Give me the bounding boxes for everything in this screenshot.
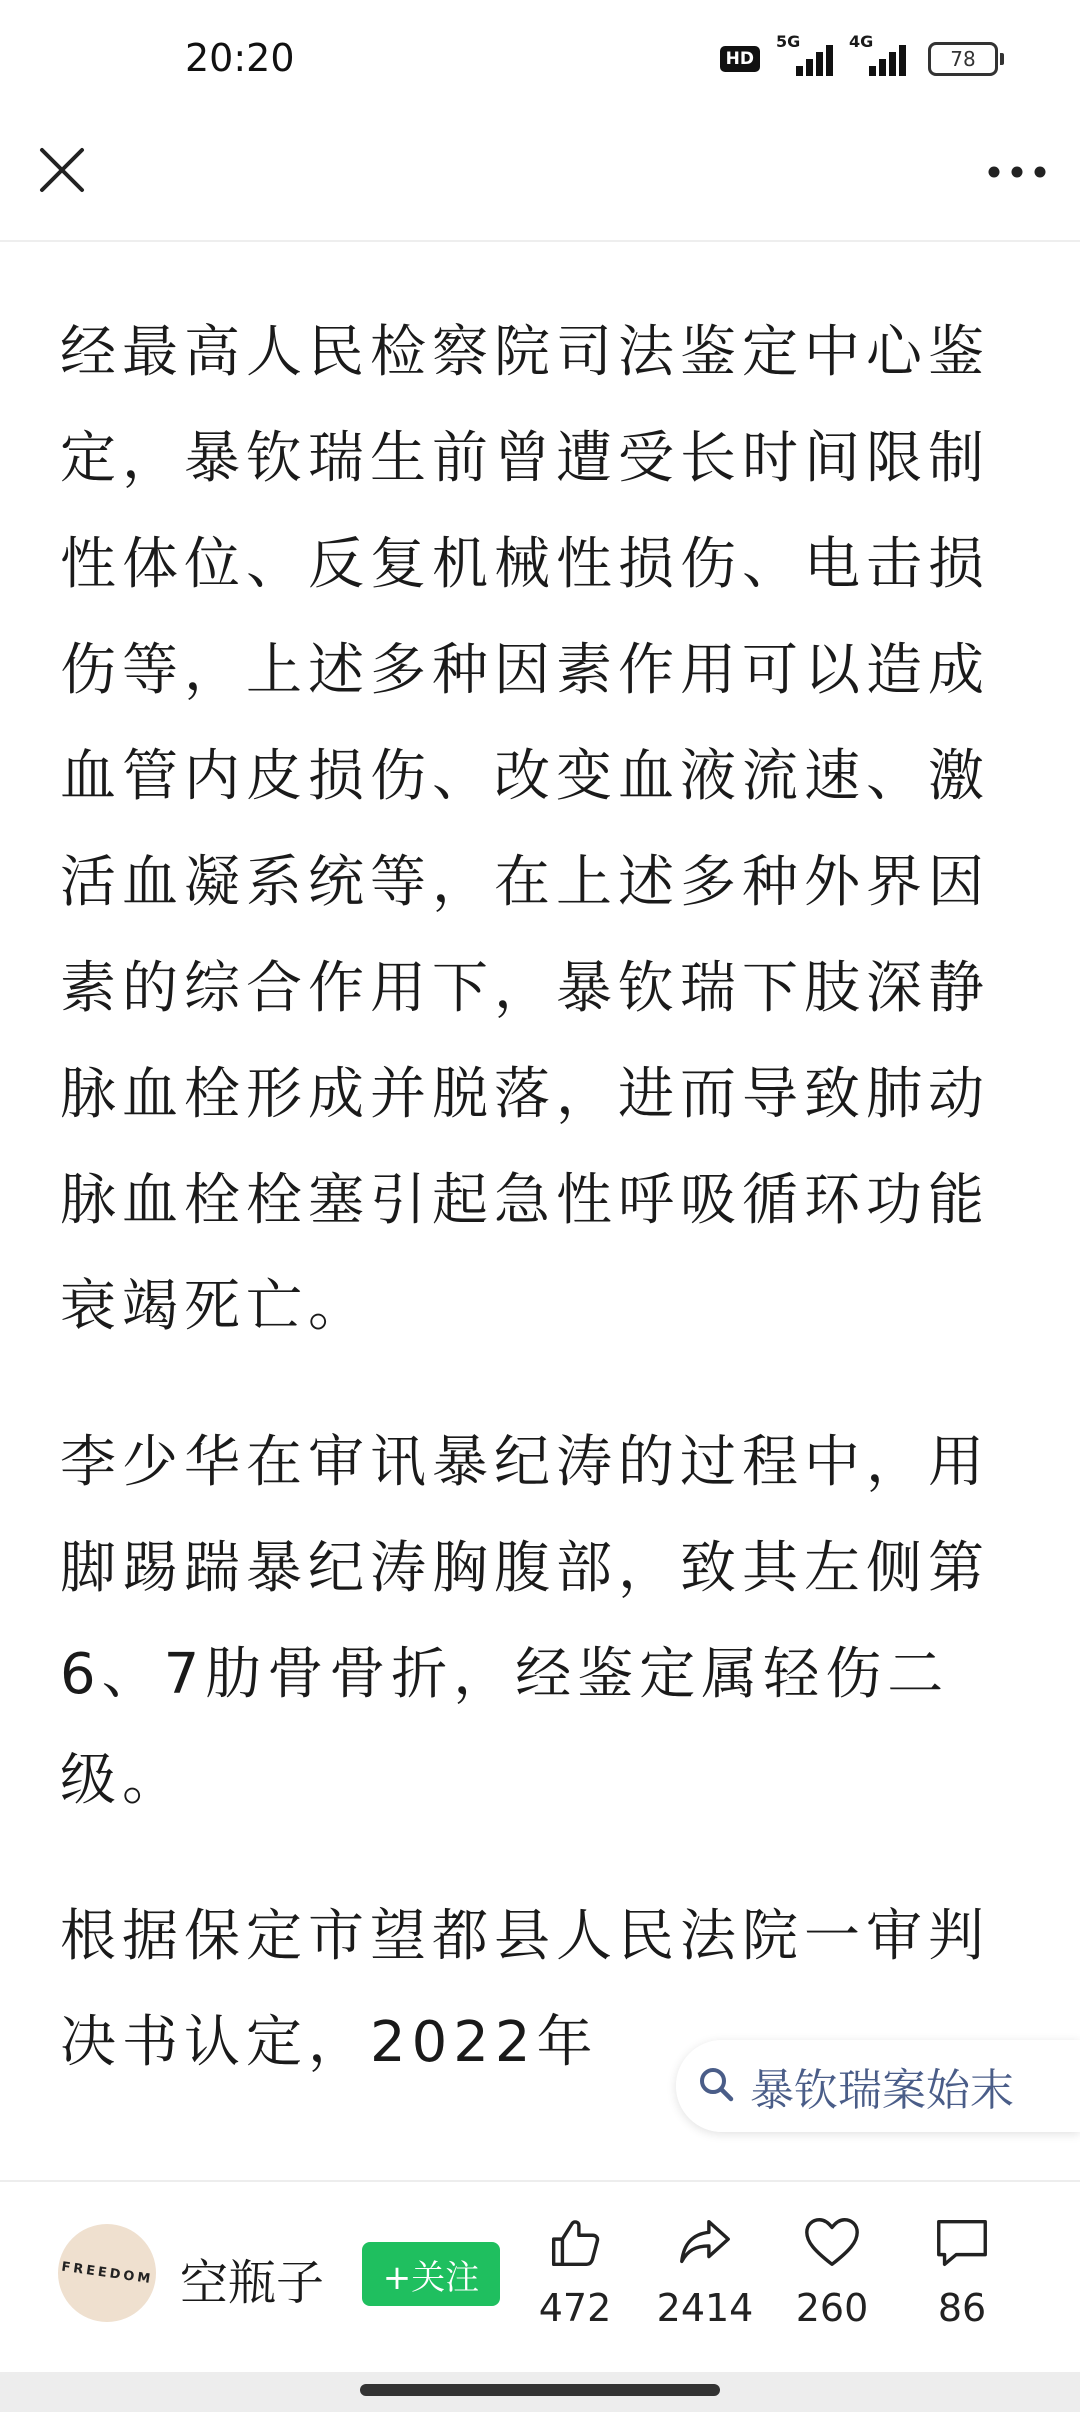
gesture-bar [0, 2372, 1080, 2412]
article-body [60, 300, 1020, 2146]
signal-4g-icon: 4G [855, 42, 906, 76]
comment-icon [931, 2212, 993, 2278]
share-button[interactable] [645, 2212, 765, 2330]
status-bar [0, 0, 1080, 122]
favorite-count: 260 [795, 2286, 869, 2330]
comment-count: 86 [937, 2286, 987, 2330]
heart-icon [801, 2212, 863, 2278]
signal-5g-icon: 5G [782, 42, 833, 76]
follow-button[interactable]: +关注 [362, 2242, 500, 2306]
share-icon [674, 2212, 736, 2278]
author-avatar[interactable] [58, 2224, 156, 2322]
comment-button[interactable] [902, 2212, 1022, 2330]
top-nav [0, 122, 1080, 242]
bottom-action-bar [0, 2180, 1080, 2374]
status-icons [720, 32, 1004, 76]
close-icon[interactable] [34, 142, 90, 198]
like-count: 472 [538, 2286, 612, 2330]
share-count: 2414 [656, 2286, 754, 2330]
battery-icon [928, 42, 1004, 76]
search-icon [696, 2064, 736, 2108]
hd-icon: HD [720, 46, 760, 72]
article-paragraph: 李少华在审讯暴纪涛的过程中，用脚踢踹暴纪涛胸腹部，致其左侧第 6、7肋骨骨折，经鉴定属轻伤二级。 [60, 1430, 990, 1813]
more-icon[interactable] [982, 152, 1052, 192]
favorite-button[interactable] [772, 2212, 892, 2330]
status-time: 20:20 [185, 36, 295, 80]
like-button[interactable] [515, 2212, 635, 2330]
avatar-logo-text: FREEDOM [60, 2259, 154, 2287]
related-search-chip[interactable] [676, 2040, 1080, 2132]
thumbs-up-icon [544, 2212, 606, 2278]
article-paragraph: 经最高人民检察院司法鉴定中心鉴定，暴钦瑞生前曾遭受长时间限制性体位、反复机械性损伤、电击损伤等，上述多种因素作用可以造成血管内皮损伤、改变血液流速、激活血凝系统等，在上述多种外界因素的综合作用下，暴钦瑞下肢深静脉血栓形成并脱落，进而导致肺动脉血栓栓塞引起急性呼吸循环功能衰竭死亡。 [60, 320, 990, 1339]
home-indicator[interactable] [360, 2384, 720, 2396]
battery-level: 78 [928, 42, 998, 76]
article-paragraph: 根据保定市望都县人民法院一审判决书认定，2022年 [60, 1904, 990, 2075]
related-search-text: 暴钦瑞案始末 [750, 2065, 1014, 2116]
author-name[interactable]: 空瓶子 [180, 2255, 325, 2311]
